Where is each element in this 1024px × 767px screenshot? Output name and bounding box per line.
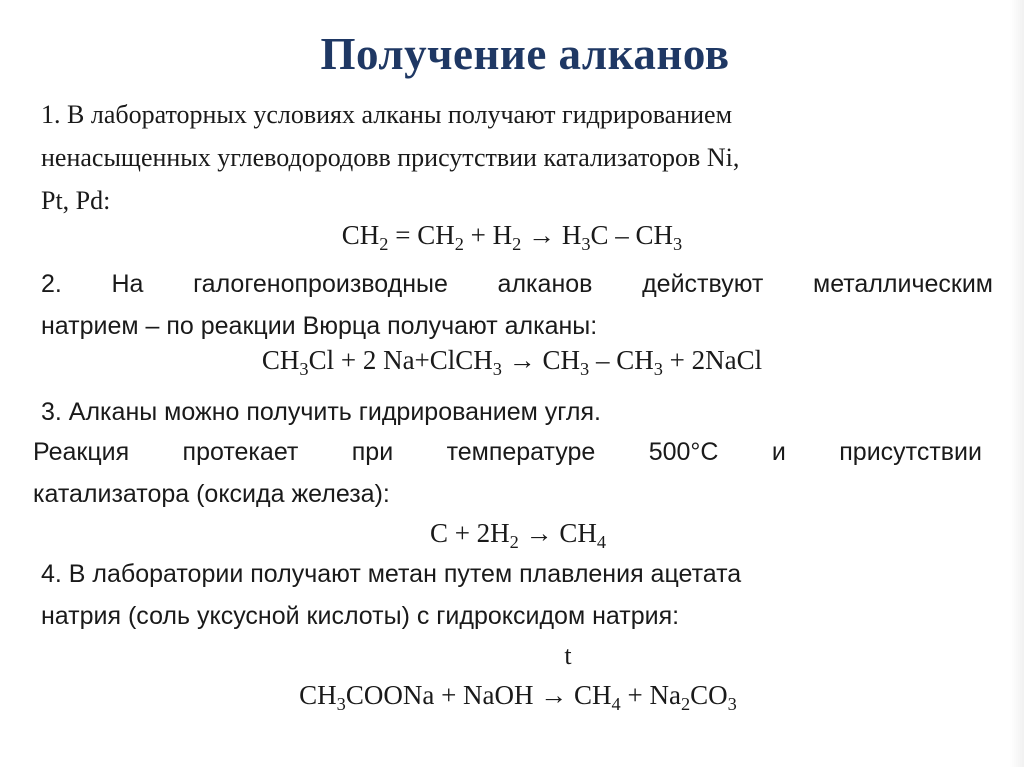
eq-part: – CH xyxy=(589,345,654,375)
eq-sub: 3 xyxy=(336,693,346,714)
s4-equation xyxy=(6,680,1024,714)
s1-line2: ненасыщенных углеводородовв присутствии катализаторов Ni, xyxy=(41,143,740,172)
eq-sub: 3 xyxy=(727,693,737,714)
eq-part: CO xyxy=(690,680,728,710)
eq-sub: 2 xyxy=(509,531,519,552)
eq-sub: 3 xyxy=(580,358,590,379)
eq-sub: 2 xyxy=(379,233,389,254)
s4-line2: натрия (соль уксусной кислоты) с гидроксидом натрия: xyxy=(41,602,680,630)
eq-part: С + 2Н xyxy=(429,518,510,548)
eq-part: → CH xyxy=(501,345,580,375)
s2-line1: 2. На галогенопроизводные алканов действуют металлическим xyxy=(41,270,993,298)
s3-equation xyxy=(6,518,1024,552)
eq-part: + H xyxy=(463,220,513,250)
eq-sub: 3 xyxy=(581,233,591,254)
eq-sub: 2 xyxy=(454,233,464,254)
s3-line2: Реакция протекает при температуре 500°С и присутствии xyxy=(33,438,982,466)
eq-part: C – CH xyxy=(590,220,674,250)
slide-title: Получение алканов xyxy=(320,29,730,79)
s2-equation xyxy=(0,345,1024,379)
eq-part: CH xyxy=(261,345,300,375)
eq-sub: 3 xyxy=(492,358,502,379)
eq-part: CH xyxy=(341,220,380,250)
eq-sub: 3 xyxy=(653,358,663,379)
s1-line3: Pt, Pd: xyxy=(41,186,111,215)
s3-line1: 3. Алканы можно получить гидрированием угля. xyxy=(41,398,601,426)
eq-sub: 4 xyxy=(611,693,621,714)
eq-sub: 3 xyxy=(299,358,309,379)
s1-line1: 1. В лабораторных условиях алканы получают гидрированием xyxy=(41,100,733,129)
s2-line2: натрием – по реакции Вюрца получают алканы: xyxy=(41,312,598,340)
eq-part: Cl + 2 Na+ClCH xyxy=(308,345,493,375)
eq-part: COONa + NaOH → CH xyxy=(345,680,612,710)
eq-sub: 2 xyxy=(680,693,691,714)
s4-line1: 4. В лаборатории получают метан путем плавления ацетата xyxy=(41,560,742,588)
eq-part: → H xyxy=(521,220,582,250)
eq-part: = CH xyxy=(388,220,455,250)
eq-sub: 4 xyxy=(596,531,607,552)
eq-sub: 2 xyxy=(512,233,522,254)
s1-equation xyxy=(0,220,1024,254)
s3-line3: катализатора (оксида железа): xyxy=(33,480,390,508)
eq-sub: 3 xyxy=(673,233,683,254)
eq-part: + Na xyxy=(620,680,681,710)
eq-part: → СН xyxy=(518,518,597,548)
eq-part: + 2NaCl xyxy=(662,345,763,375)
eq-part: CH xyxy=(299,680,337,710)
s4-condition-t: t xyxy=(564,641,572,670)
